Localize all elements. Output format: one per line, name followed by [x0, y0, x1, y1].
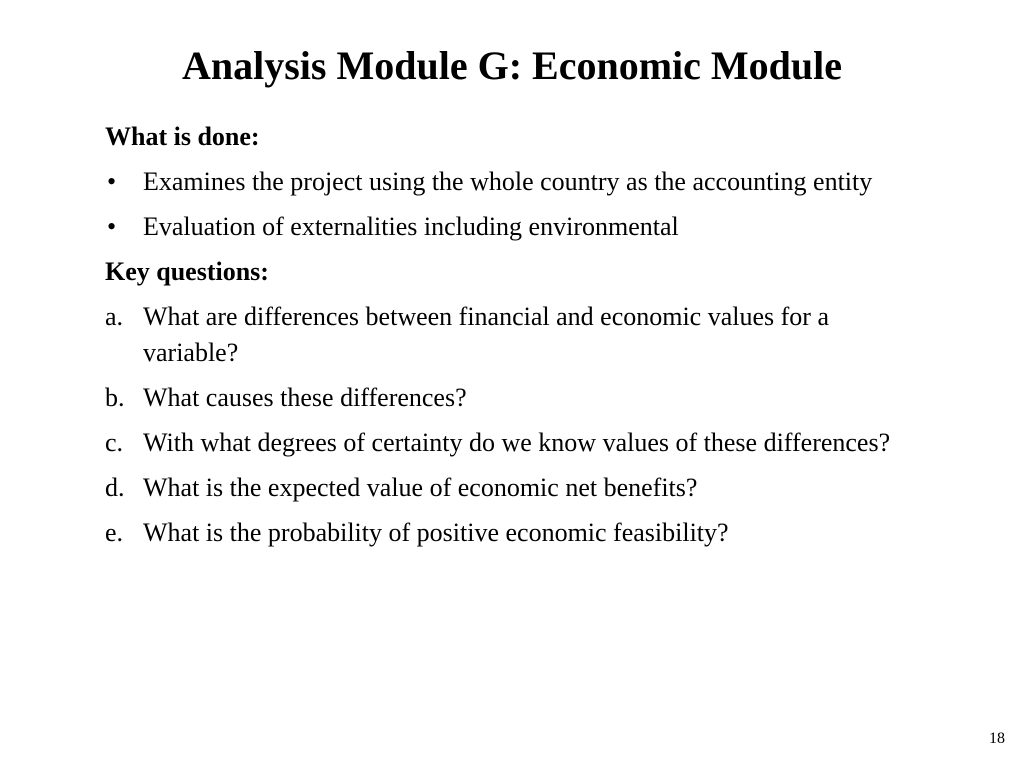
section-heading-key-questions: Key questions:	[105, 257, 269, 286]
question-item	[105, 299, 925, 371]
bullet-marker: •	[107, 212, 117, 241]
question-marker: d.	[105, 473, 125, 502]
question-marker: e.	[105, 518, 124, 547]
page-number: 18	[989, 730, 1005, 747]
question-item	[105, 470, 925, 506]
question-marker: c.	[105, 428, 124, 457]
bullet-marker: •	[107, 167, 117, 196]
question-text: What is the probability of positive economic feasibility?	[143, 518, 729, 547]
question-item	[105, 515, 925, 551]
bullet-item	[105, 164, 925, 200]
bullet-text: Examines the project using the whole country as the accounting entity	[143, 167, 873, 196]
question-item	[105, 425, 925, 461]
question-text: What are differences between financial and economic values for a variable?	[143, 302, 830, 367]
question-text: What is the expected value of economic net benefits?	[143, 473, 698, 502]
bullet-text: Evaluation of externalities including environmental	[143, 212, 679, 241]
question-marker: a.	[105, 302, 124, 331]
slide-body	[105, 119, 925, 560]
section-heading-what-is-done: What is done:	[105, 122, 260, 151]
bullet-item	[105, 209, 925, 245]
question-item	[105, 380, 925, 416]
slide-title: Analysis Module G: Economic Module	[181, 43, 843, 88]
question-text: With what degrees of certainty do we know values of these differences?	[143, 428, 891, 457]
question-text: What causes these differences?	[143, 383, 467, 412]
question-marker: b.	[105, 383, 125, 412]
